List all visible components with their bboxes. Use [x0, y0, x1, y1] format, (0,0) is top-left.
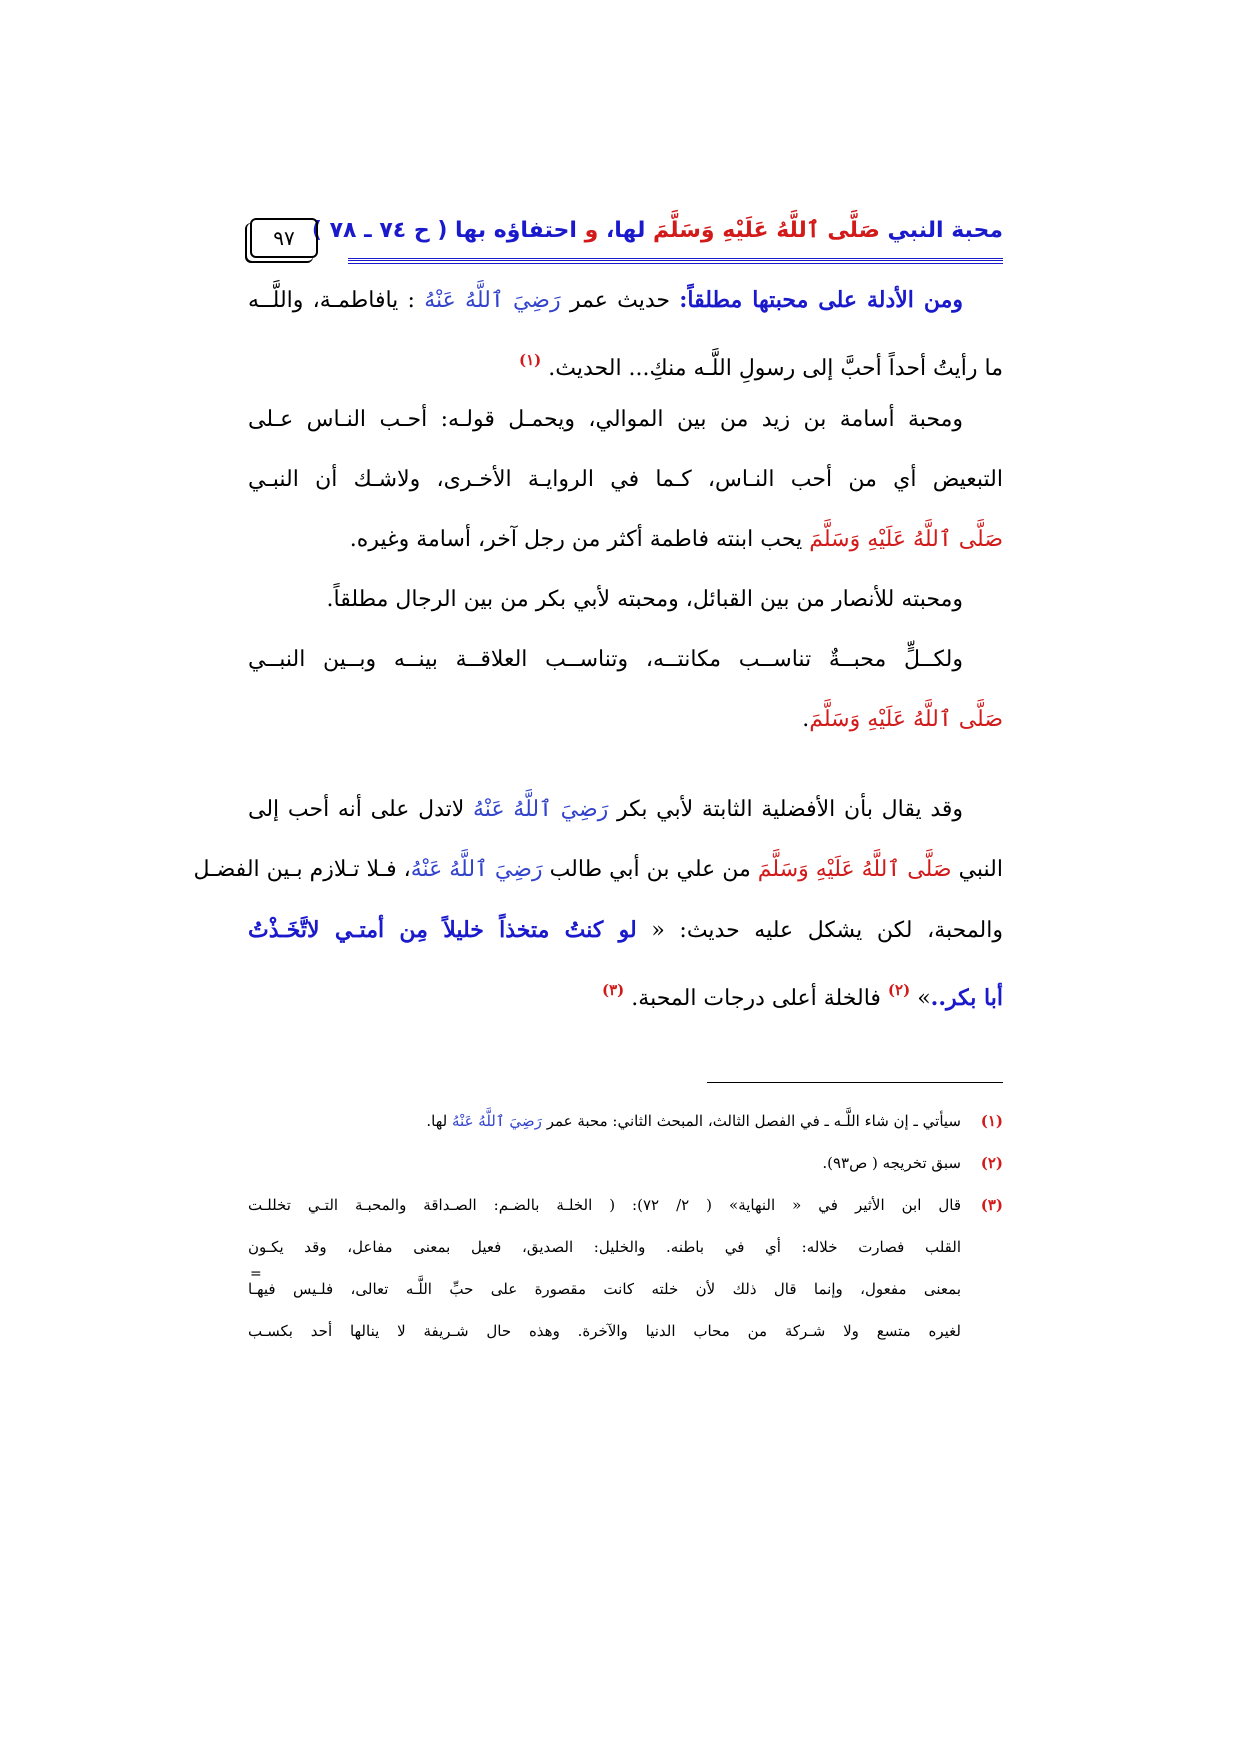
text-line	[193, 840, 1003, 900]
text-span: والمحبة، لكن يشكل عليه حديث: «	[651, 918, 1004, 943]
text-span: من علي بن أبي طالب	[549, 857, 751, 882]
header-title-text: احتفاؤه بها ( ح ٧٤ ـ ٧٨ )	[311, 218, 577, 243]
header-rule	[348, 258, 1003, 264]
footnote-text: لها.	[426, 1112, 448, 1130]
footnote-line: بمعنى مفعول، وإنما قال ذلك لأن خلته كانت مقصورة على حبِّ اللَّـه تعالى، فلـيس فيهـا	[248, 1280, 961, 1298]
radiy-glyph: رَضِيَ ٱللَّهُ عَنْهُ	[473, 797, 609, 822]
header-title-text: لها،	[605, 218, 646, 243]
text-span: فالخلة أعلى درجات المحبة.	[631, 986, 881, 1011]
hadith-quote: أبا بكر..	[930, 985, 1003, 1011]
book-page	[193, 200, 1004, 1500]
text-span: يحب ابنته فاطمة أكثر من رجل آخر، أسامة وغيره.	[349, 527, 803, 552]
radiy-glyph: رَضِيَ ٱللَّهُ عَنْهُ	[424, 288, 561, 313]
text-span: .	[802, 707, 810, 732]
footnotes	[248, 1100, 1003, 1352]
footnote-ref[interactable]: (٣)	[602, 981, 625, 999]
text-line: ولكــلٍّ محبــةٌ تناســب مكانتــه، وتناســب العلاقــة بينــه وبــين النبــي	[248, 647, 963, 672]
text-span: ما رأيتُ أحداً أحبَّ إلى رسولِ اللَّـه منكِ... الحديث.	[548, 356, 1003, 381]
footnote-number: (٣)	[980, 1196, 1004, 1214]
text-span: ، فـلا تـلازم بـين الفضـل	[193, 857, 411, 882]
salla-glyph: صَلَّى ٱللَّهُ عَلَيْهِ وَسَلَّمَ	[809, 527, 1003, 552]
page-number: ٩٧	[250, 218, 318, 258]
header-title-and: و	[584, 218, 599, 243]
text-line: التبعيض أي من أحب النـاس، كـما في الروايـة الأخـرى، ولاشـك أن النبـي	[248, 467, 1003, 492]
paragraph-gap	[248, 750, 1003, 780]
footnote-ref[interactable]: (١)	[519, 351, 542, 369]
footnote-number: (٢)	[980, 1154, 1003, 1172]
text-span: النبي	[958, 857, 1003, 882]
footnote-2	[248, 1142, 1003, 1184]
radiy-glyph: رَضِيَ ٱللَّهُ عَنْهُ	[452, 1112, 542, 1130]
text-line: ومحبة أسامة بن زيد من بين الموالي، ويحمـل قولـه: أحـب النـاس عـلى	[248, 407, 963, 432]
inline-heading: ومن الأدلة على محبتها مطلقاً:	[679, 287, 963, 313]
footnote-1	[248, 1100, 1003, 1142]
text-line	[248, 330, 1003, 390]
footnote-separator	[707, 1082, 1003, 1083]
running-header	[248, 218, 1003, 264]
footnote-text: سيأتي ـ إن شاء اللَّـه ـ في الفصل الثالث، المبحث الثاني: محبة عمر	[546, 1112, 961, 1130]
text-line	[248, 690, 1003, 750]
main-text	[193, 270, 1004, 1020]
salla-glyph: صَلَّى ٱللَّهُ عَلَيْهِ وَسَلَّمَ	[653, 218, 880, 243]
text-line	[248, 510, 1003, 570]
text-line	[248, 960, 1003, 1020]
hadith-quote: لو كنتُ متخذاً خليلاً مِن أمتـي لاتَّخَـذْتُ	[248, 917, 637, 943]
text-line: ومحبته للأنصار من بين القبائل، ومحبته لأبي بكر من بين الرجال مطلقاً.	[326, 587, 963, 612]
continuation-mark: =	[250, 1266, 262, 1282]
text-span: : يافاطمـة، واللَّــه	[248, 288, 415, 313]
text-span: وقد يقال بأن الأفضلية الثابتة لأبي بكر	[617, 797, 964, 822]
footnote-line: لغيره متسع ولا شـركة من محاب الدنيا والآخرة. وهذه حال شـريفة لا ينالها أحد بكسـب	[248, 1322, 961, 1340]
text-span: لاتدل على أنه أحب إلى	[248, 797, 465, 822]
text-line	[248, 270, 1003, 330]
footnote-line: القلب فصارت خلاله: أي في باطنه. والخليل: الصديق، فعيل بمعنى مفاعل، وقد يكـون	[248, 1238, 961, 1256]
radiy-glyph: رَضِيَ ٱللَّهُ عَنْهُ	[410, 857, 543, 882]
salla-glyph: صَلَّى ٱللَّهُ عَلَيْهِ وَسَلَّمَ	[757, 857, 952, 882]
salla-glyph: صَلَّى ٱللَّهُ عَلَيْهِ وَسَلَّمَ	[809, 707, 1003, 732]
text-line	[248, 900, 1003, 960]
text-span: »	[917, 986, 931, 1011]
text-span: حديث عمر	[569, 288, 670, 313]
footnote-text: سبق تخريجه ( ص٩٣).	[822, 1154, 961, 1172]
text-line	[248, 780, 1003, 840]
header-title	[312, 218, 1003, 243]
footnote-text: قال ابن الأثير في « النهاية» ( ٢/ ٧٢): ( الخلـة بالضـم: الصـداقة والمحبـة التـي تخللـت	[248, 1196, 962, 1214]
header-title-text: محبة النبي	[887, 218, 1003, 243]
footnote-3	[248, 1184, 1003, 1226]
footnote-number: (١)	[980, 1112, 1003, 1130]
footnote-ref[interactable]: (٢)	[887, 981, 911, 999]
